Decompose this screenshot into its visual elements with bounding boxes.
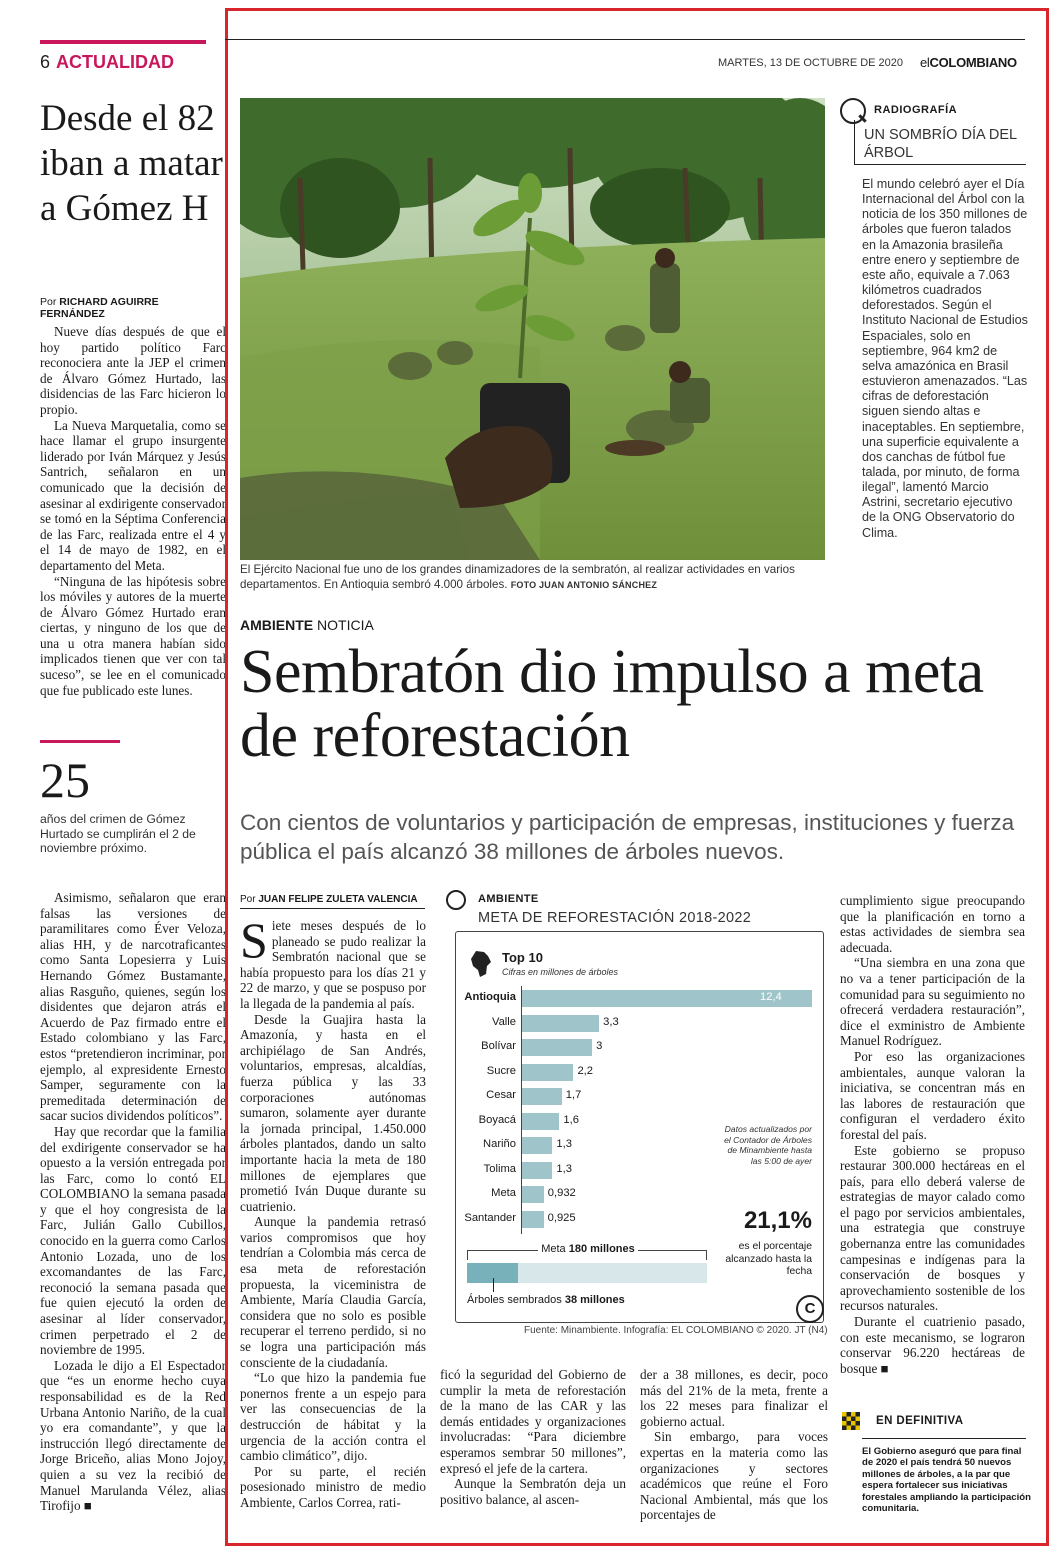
article-column-1 bbox=[240, 912, 426, 1511]
paragraph: Asimismo, señalaron que eran falsas las versiones de paramilitares como Éver Veloza, alias HH, y de narcotraficantes como Santa Lopesierra y Luis Hernando Gómez Bustamante, alias Rasguño, quienes, según los disidentes que dejaron atrás el Acuerdo de Paz firmado entre el Estado colombiano y las Farc, estos “pretendieron incriminar, por ejemplo, al expresidente Ernesto Samper, seguramente con la premeditada determinación de sacar sucios dividendos políticos”. bbox=[40, 890, 226, 1124]
photo-credit: FOTO JUAN ANTONIO SÁNCHEZ bbox=[510, 579, 658, 590]
sidebar-text: El mundo celebró ayer el Día Internacional del Árbol con la noticia de los 350 millones de árboles que fueron talados en la Amazonia brasileña entre enero y septiembre de este año, equivale a 7.063 kilómetros cuadrados deforestados. Según el Instituto Nacional de Estudios Espaciales, solo en septiembre, 964 km2 de selva amazónica en Brasil estuvieron amenazados. “Las cifras de deforestación siguen siendo altas e inaceptables. En septiembre, una superficie equivalente a dos canchas de fútbol fue talada, por minuto, de forma ilegal”, lamentó Marcio Astrini, secretario ejecutivo de la ONG Observatorio do Clima. bbox=[862, 177, 1028, 540]
byline-name: JUAN FELIPE ZULETA VALENCIA bbox=[258, 894, 418, 905]
bar-value: 1,7 bbox=[565, 1089, 582, 1101]
paragraph-text: iete meses después de lo planeado se pudo realizar la Sembratón nacional que se había propuesto para los días 21 y 22 de marzo, y que se pospuso por la llegada de la pandemia al país. bbox=[240, 918, 426, 1011]
tree-icon bbox=[446, 890, 466, 910]
paragraph: “Una siembra en una zona que no va a tener participación de la comunidad para su seguimiento no ofrecerá verdadera restauración”, dice el exministro de Ambiente Manuel Rodríguez. bbox=[840, 955, 1025, 1049]
meta-prefix: Meta bbox=[541, 1243, 566, 1255]
kicker-type: NOTICIA bbox=[317, 617, 374, 633]
paragraph: Este gobierno se propuso restaurar 300.000 hectáreas en el país, para ello deberá valerse de estrategias de mayor calado como el pago por servicios ambientales, una estrategia que construye gobernanza entre las comunidades campesinas e indígenas para la conservación de bosques y aprovechamiento sostenible de los recursos naturales. bbox=[840, 1142, 1025, 1314]
infographic-label: AMBIENTE bbox=[478, 893, 539, 905]
paragraph: Aunque la pandemia retrasó varios compromisos que hoy tendrían a Colombia más cerca de esa meta de reforestación propuesta, la viceministra de Ambiente, María Claudia García, considera que no solo es posible recuperar el terreno perdido, si no se logra una participación más consciente de la ciudadanía. bbox=[240, 1214, 426, 1370]
caption-text: El Ejército Nacional fue uno de los grandes dinamizadores de la sembratón, al realizar actividades en varios departamentos. En Antioquia sembró 4.000 árboles. bbox=[240, 563, 795, 591]
section-name: ACTUALIDAD bbox=[56, 52, 174, 72]
bar-label: Meta bbox=[491, 1187, 516, 1199]
paragraph: Por eso las organizaciones ambientales, aunque valoran la iniciativa, se concentran más en las labores de restauración que configuran el verdadero éxito forestal del país. bbox=[840, 1048, 1025, 1142]
bar-value: 1,3 bbox=[556, 1138, 572, 1150]
bar bbox=[522, 1162, 552, 1179]
bar-label: Tolima bbox=[483, 1162, 516, 1175]
sidebar-rule-vertical bbox=[854, 120, 855, 164]
sown-prefix: Árboles sembrados bbox=[467, 1294, 562, 1306]
chart-axis bbox=[521, 986, 522, 1234]
page-number: 6 bbox=[40, 52, 51, 72]
stat-number: 25 bbox=[40, 752, 90, 808]
magnifier-icon bbox=[840, 98, 866, 124]
paragraph: Hay que recordar que la familia del exdirigente conservador se ha opuesto a la versión entregada por las Farc, como lo contó EL COLOMBIANO la semana pasada y que el hoy congresista de la Farc, Julián Gallo Cubillos, conocido en la guerra como Carlos Antonio Lozada, uno de los excomandantes de las Farc, reconoció la semana pasada que fue quien ejecutó la orden de asesinar al líder conservador, crimen perpetrado el 2 de noviembre de 1995. bbox=[40, 1123, 226, 1358]
paragraph: Desde la Guajira hasta la Amazonía, y hasta en el archipiélago de San Andrés, voluntarios, empresas, alcaldías, fuerza pública y las 33 corporaciones autónomas sumaron, solamente ayer durante la jornada principal, 1.450.000 árboles plantados, dando un salto importante hacia la meta de 180 millones de ejemplares que prometió Iván Duque durante su cuatrienio. bbox=[240, 1011, 426, 1214]
progress-tick bbox=[493, 1278, 494, 1292]
stat-description: años del crimen de Gómez Hurtado se cumplirán el 2 de noviembre próximo. bbox=[40, 812, 196, 855]
bar bbox=[522, 1137, 552, 1154]
kicker-section: AMBIENTE bbox=[240, 617, 314, 633]
bar-value: 1,6 bbox=[563, 1113, 579, 1126]
bar-value: 2,2 bbox=[577, 1064, 593, 1077]
sown-label bbox=[467, 1294, 625, 1306]
bar-value: 0,932 bbox=[547, 1187, 576, 1199]
paragraph bbox=[240, 912, 426, 1012]
bar bbox=[522, 1015, 599, 1032]
summary-text: El Gobierno aseguró que para final de 2020 el país tendrá 50 nuevos millones de árboles, a la par que espera fortalecer sus iniciativas forestales ampliando la participación comunitaria. bbox=[862, 1446, 1032, 1515]
header-rule bbox=[225, 39, 1025, 40]
paragraph: ficó la seguridad del Gobierno de cumplir la meta de reforestación de la mano de las CAR y las demás entidades y organizaciones involucradas: “Para diciembre esperamos sembrar 50 millones”, expresó el jefe de la cartera. bbox=[440, 1367, 626, 1476]
paragraph: Aunque la Sembratón deja un positivo balance, al ascen- bbox=[440, 1476, 626, 1507]
meta-bracket-right bbox=[706, 1250, 707, 1260]
soldiers-planting-trees-illustration bbox=[240, 98, 825, 560]
byline-prefix: Por bbox=[240, 894, 256, 905]
chart-subtitle: Cifras en millones de árboles bbox=[502, 967, 619, 977]
colombiano-logo-icon: C bbox=[796, 1295, 824, 1323]
article-headline: Sembratón dio impulso a meta de reforestación bbox=[240, 638, 984, 770]
article-column-3 bbox=[640, 1367, 828, 1523]
colombia-map-icon bbox=[470, 950, 492, 978]
section-rule bbox=[40, 40, 206, 44]
article-deck: Con cientos de voluntarios y participación de empresas, instituciones y fuerza pública el país alcanzó 38 millones de árboles nuevos. bbox=[240, 810, 1015, 864]
paragraph: Nueve días después de que el hoy partido político Farc reconociera ante la JEP el crimen de Álvaro Gómez Hurtado, las disidencias de las Farc hicieron lo propio. bbox=[40, 324, 226, 417]
checkered-icon bbox=[842, 1412, 860, 1430]
paragraph: “Lo que hizo la pandemia fue ponernos frente a un espejo para ver las consecuencias de la destrucción de hábitat y la urgencia de la acción contra el cambio climático”, dijo. bbox=[240, 1370, 426, 1464]
article-photo bbox=[240, 98, 825, 560]
paragraph: der a 38 millones, es decir, poco más del 21% de la meta, frente a los 22 meses para finalizar el gobierno actual. bbox=[640, 1367, 828, 1429]
bar bbox=[522, 1211, 544, 1228]
stat-rule bbox=[40, 740, 120, 743]
infographic-source: Fuente: Minambiente. Infografía: EL COLOMBIANO © 2020. JT (N4) bbox=[524, 1325, 828, 1336]
bar bbox=[522, 1088, 562, 1105]
paragraph: Durante el cuatrienio pasado, con este mecanismo, se lograron conservar 96.220 hectáreas de bosque ■ bbox=[840, 1314, 1025, 1376]
bar-label: Antioquia bbox=[464, 991, 516, 1003]
bar-value: 3,3 bbox=[603, 1015, 619, 1028]
meta-label bbox=[538, 1243, 638, 1255]
bar-label: Valle bbox=[491, 1015, 516, 1028]
side-article-body-1 bbox=[40, 324, 226, 698]
drop-cap: S bbox=[240, 912, 268, 968]
logo-prefix: el bbox=[920, 55, 930, 70]
bar-label: Boyacá bbox=[478, 1113, 516, 1126]
bar-value: 12,4 bbox=[760, 991, 782, 1003]
side-byline bbox=[40, 296, 225, 320]
bar bbox=[522, 1186, 544, 1203]
article-column-2 bbox=[440, 1367, 626, 1507]
byline-name: RICHARD AGUIRRE FERNÁNDEZ bbox=[40, 296, 159, 320]
article-byline bbox=[240, 894, 425, 905]
bar-value: 3 bbox=[596, 1040, 603, 1052]
header-date: MARTES, 13 DE OCTUBRE DE 2020 bbox=[718, 57, 904, 69]
paragraph: Sin embargo, para voces expertas en la materia como las organizaciones y sectores académicos que reúne el Foro Nacional Ambiental, más que los porcentajes de bbox=[640, 1429, 828, 1523]
chart-note: Datos actualizados por el Contador de Árboles de Minambiente hasta las 5:00 de ayer bbox=[724, 1124, 812, 1166]
bar-label: Nariño bbox=[483, 1138, 516, 1150]
section-header bbox=[40, 52, 174, 73]
meta-bracket-left bbox=[467, 1250, 468, 1260]
sown-value: 38 millones bbox=[564, 1294, 625, 1306]
bar-label: Bolívar bbox=[481, 1040, 516, 1052]
percent-value: 21,1% bbox=[743, 1207, 812, 1234]
chart-title: Top 10 bbox=[502, 950, 543, 965]
bar-label: Cesar bbox=[486, 1089, 516, 1101]
sidebar-title: UN SOMBRÍO DÍA DEL ÁRBOL bbox=[864, 127, 1017, 161]
byline-rule bbox=[240, 908, 425, 909]
infographic-title: META DE REFORESTACIÓN 2018-2022 bbox=[478, 910, 752, 926]
bar bbox=[522, 1064, 573, 1081]
paragraph: La Nueva Marquetalia, como se hace llamar el grupo insurgente liderado por Iván Márquez y Jesús Santrich, señalaron en un comunicado que la decisión de asesinar al exdirigente conservador se tomó en la Séptima Conferencia de las Farc, realizada entre el 4 y el 14 de mayo de 1982, en el departamento del Meta. bbox=[40, 417, 226, 573]
logo-name: COLOMBIANO bbox=[929, 55, 1017, 70]
byline-prefix: Por bbox=[40, 296, 57, 308]
bar-value: 0,925 bbox=[547, 1211, 576, 1224]
paragraph: “Ninguna de las hipótesis sobre los móviles y autores de la muerte de Álvaro Gómez Hurtado eran ciertas, y ninguno de los que de una u otra manera habían sido implicados tienen que ver con tal suceso”, se lee en el comunicado que fue publicado este lunes. bbox=[40, 573, 226, 698]
summary-label: EN DEFINITIVA bbox=[876, 1415, 964, 1427]
bar-label: Sucre bbox=[486, 1064, 516, 1077]
sidebar-label: RADIOGRAFÍA bbox=[874, 104, 958, 116]
bar-value: 1,3 bbox=[556, 1162, 572, 1175]
side-article-body-2 bbox=[40, 890, 226, 1514]
side-headline: Desde el 82 iban a matar a Gómez H bbox=[40, 98, 223, 229]
newspaper-logo bbox=[920, 55, 1017, 70]
photo-caption bbox=[240, 563, 830, 592]
summary-rule bbox=[862, 1438, 1026, 1439]
paragraph: cumplimiento sigue preocupando que la planificación en torno a estas actividades de siembra sea adecuada. bbox=[840, 893, 1025, 955]
paragraph: Por su parte, el recién posesionado ministro de medio Ambiente, Carlos Correa, rati- bbox=[240, 1463, 426, 1510]
bar-label: Santander bbox=[464, 1211, 516, 1224]
bar bbox=[522, 1113, 559, 1130]
paragraph: Lozada le dijo a El Espectador que “es un enorme hecho cuya responsabilidad es de la Red Urbana Antonio Nariño, de la cual yo era comandante”, y que la instrucción llegó directamente de Jorge Briceño, alias Mono Jojoy, quien a su vez la recibió de Manuel Marulanda Vélez, alias Tirofijo ■ bbox=[40, 1357, 226, 1514]
percent-label: es el porcentaje alcanzado hasta la fecha bbox=[725, 1241, 812, 1277]
article-column-4 bbox=[840, 893, 1025, 1376]
sidebar-rule bbox=[854, 164, 1026, 165]
bar bbox=[522, 1039, 592, 1056]
meta-value: 180 millones bbox=[568, 1243, 635, 1255]
article-kicker bbox=[240, 617, 374, 633]
